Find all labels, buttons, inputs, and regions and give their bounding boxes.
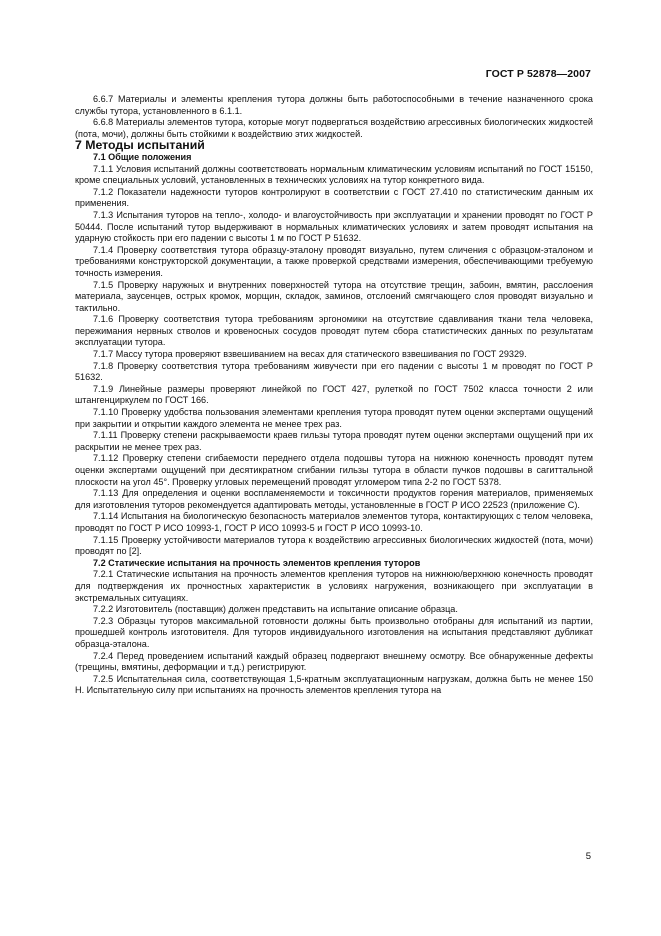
paragraph-7-2-1: 7.2.1 Статические испытания на прочность элементов крепления туторов на нижнюю/верхнюю конечность проводят для подтверждения их прочностных характеристик в условиях нагружения, возникающего при эксплуатации в экстремальных ситуациях. [75, 569, 593, 603]
paragraph-7-1-11: 7.1.11 Проверку степени раскрываемости краев гильзы тутора проводят путем оценки экспертами ощущений при их раскрытии не менее трех раз. [75, 430, 593, 452]
page-number: 5 [585, 851, 591, 862]
paragraph-7-2-5: 7.2.5 Испытательная сила, соответствующая 1,5-кратным эксплуатационным нагрузкам, должна быть не менее 150 Н. Испытательную силу при испытаниях на прочность элементов крепления тутора на [75, 673, 593, 696]
subsection-title-7-2: 7.2 Статические испытания на прочность элементов крепления туторов [93, 557, 421, 568]
paragraph-7-1-1: 7.1.1 Условия испытаний должны соответствовать нормальным климатическим условиям испытаний по ГОСТ 15150, кроме специальных условий, установленных в технических условиях на тутор конкретного вида. [75, 163, 593, 186]
paragraph-7-1-15: 7.1.15 Проверку устойчивости материалов тутора к воздействию агрессивных биологических жидкостей (пота, мочи) проводят по [2]. [75, 534, 593, 557]
paragraph-7-1-4: 7.1.4 Проверку соответствия тутора образцу-эталону проводят визуально, путем сличения с образцом-эталоном и требованиями конструкторской документации, а также проверкой средствами измерения, обеспечивающими требуемую точность измерения. [75, 244, 593, 278]
subsection-title-7-1: 7.1 Общие положения [93, 151, 192, 162]
paragraph-7-1-5: 7.1.5 Проверку наружных и внутренних поверхностей тутора на отсутствие трещин, забоин, вмятин, расслоения материала, заусенцев, острых кромок, морщин, складок, заминов, отслоений смягчающего слоя проводят визуально и тактильно. [75, 279, 593, 313]
paragraph-7-1-13: 7.1.13 Для определения и оценки воспламеняемости и токсичности продуктов горения материалов, применяемых для изготовления туторов рекомендуется адаптировать методы, установленные в ГОСТ Р ИСО 22523 (приложение С). [75, 488, 593, 510]
paragraph-7-1-8: 7.1.8 Проверку соответствия тутора требованиям живучести при его падении с высоты 1 м проводят по ГОСТ Р 51632. [75, 360, 593, 383]
paragraph-7-1-6: 7.1.6 Проверку соответствия тутора требованиям эргономики на отсутствие сдавливания ткани тела человека, пережимания нервных стволов и кровеносных сосудов проводят путем сбора статистических данных по результатам эксплуатации тутора. [75, 314, 593, 348]
document-body [75, 94, 593, 697]
paragraph-7-1-10: 7.1.10 Проверку удобства пользования элементами крепления тутора проводят путем оценки экспертами ощущений при закрытии и открытии каждого элемента не менее трех раз. [75, 407, 593, 429]
paragraph-7-2-3: 7.2.3 Образцы туторов максимальной готовности должны быть произвольно отобраны для испытаний из партии, прошедшей контроль изготовителя. Для туторов индивидуального изготовления на испытания представляют дубликат образца-эталона. [75, 615, 593, 649]
paragraph-7-2-4: 7.2.4 Перед проведением испытаний каждый образец подвергают внешнему осмотру. Все обнаруженные дефекты (трещины, вмятины, деформации и т.д.) регистрируют. [75, 650, 593, 673]
paragraph-7-1-7: 7.1.7 Массу тутора проверяют взвешиванием на весах для статического взвешивания по ГОСТ 29329. [93, 349, 527, 360]
paragraph-7-1-12: 7.1.12 Проверку степени сгибаемости переднего отдела подошвы тутора на нижнюю конечность проводят путем оценки экспертами ощущений при десятикратном сгибании гильзы тутора в области пучков подошвы в сагиттальной плоскости на угол 45°. Проверку угловых перемещений проводят угломером типа 2-2 по ГОСТ 5378. [75, 453, 593, 487]
document-header: ГОСТ Р 52878—2007 [485, 68, 591, 80]
paragraph-7-1-14: 7.1.14 Испытания на биологическую безопасность материалов элементов тутора, контактирующих с телом человека, проводят по ГОСТ Р ИСО 10993-1, ГОСТ Р ИСО 10993-5 и ГОСТ Р ИСО 10993-10. [75, 511, 593, 533]
paragraph-6-6-8: 6.6.8 Материалы элементов тутора, которые могут подвергаться воздействию агрессивных биологических жидкостей (пота, мочи), должны быть стойкими к воздействию этих жидкостей. [75, 117, 593, 139]
paragraph-6-6-7: 6.6.7 Материалы и элементы крепления тутора должны быть работоспособными в течение назначенного срока службы тутора, установленного в 6.1.1. [75, 94, 593, 116]
paragraph-7-1-3: 7.1.3 Испытания туторов на тепло-, холодо- и влагоустойчивость при эксплуатации и хранении проводят по ГОСТ Р 50444. После испытаний тутор выдерживают в нормальных климатических условиях и затем проводят испытания на ударную стойкость при его падении с высоты 1 м по ГОСТ Р 51632. [75, 209, 593, 244]
paragraph-7-1-9: 7.1.9 Линейные размеры проверяют линейкой по ГОСТ 427, рулеткой по ГОСТ 7502 класса точности 2 или штангенциркулем по ГОСТ 166. [75, 383, 593, 406]
paragraph-7-2-2: 7.2.2 Изготовитель (поставщик) должен представить на испытание описание образца. [93, 604, 458, 615]
paragraph-7-1-2: 7.1.2 Показатели надежности туторов контролируют в соответствии с ГОСТ 27.410 по статистическим данным их применения. [75, 186, 593, 209]
section-title: 7 Методы испытаний [75, 138, 205, 153]
